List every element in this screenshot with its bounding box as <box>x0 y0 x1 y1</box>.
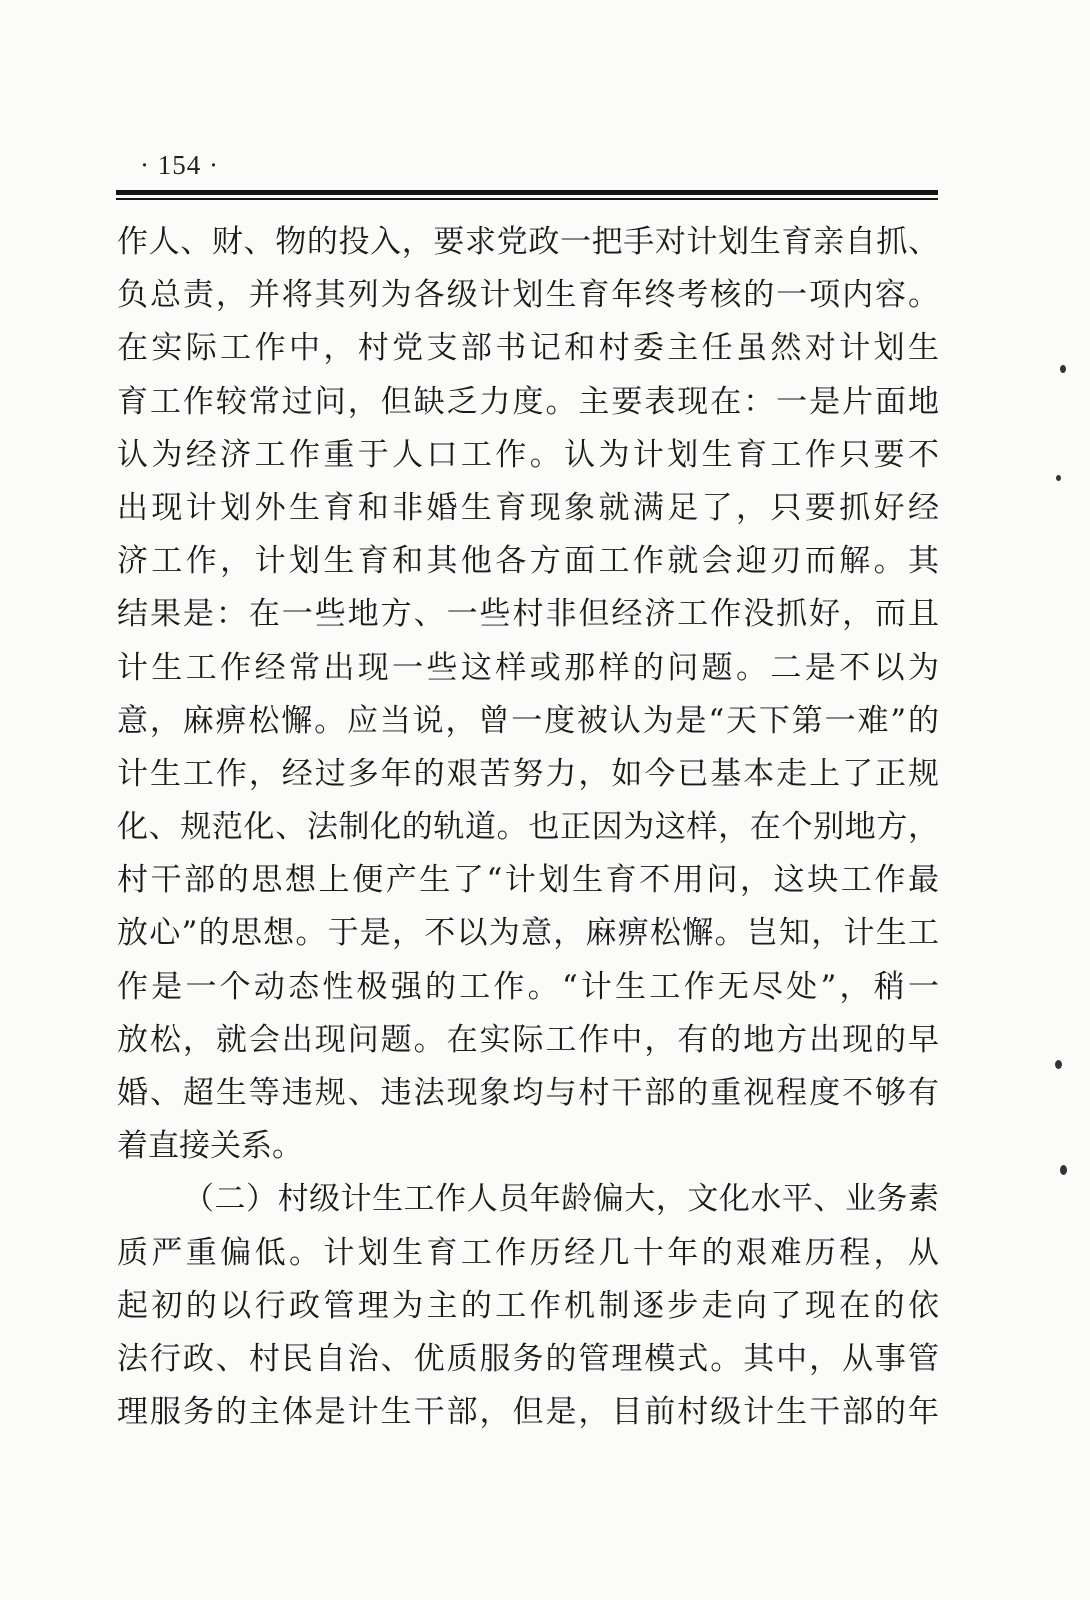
text-line: 计生工作经常出现一些这样或那样的问题。二是不以为 <box>117 649 939 686</box>
text-line: 婚、超生等违规、违法现象均与村干部的重视程度不够有 <box>117 1075 939 1111</box>
text-line: 结果是：在一些地方、一些村非但经济工作没抓好，而且 <box>117 596 939 633</box>
header-rule-thin <box>116 198 938 200</box>
scan-speck <box>1055 1060 1062 1069</box>
text-line: 济工作，计划生育和其他各方面工作就会迎刃而解。其 <box>117 543 939 580</box>
scan-speck <box>1060 1165 1067 1175</box>
header-rule-thick <box>116 190 938 195</box>
text-line: 育工作较常过问，但缺乏力度。主要表现在：一是片面地 <box>117 383 939 420</box>
scan-speck <box>1060 365 1066 373</box>
text-line: 出现计划外生育和非婚生育现象就满足了，只要抓好经 <box>117 489 939 526</box>
text-line: 放松，就会出现问题。在实际工作中，有的地方出现的早 <box>117 1021 939 1058</box>
text-line: 意，麻痹松懈。应当说，曾一度被认为是“天下第一难”的 <box>117 702 939 739</box>
text-line: 质严重偏低。计划生育工作历经几十年的艰难历程，从 <box>117 1234 939 1271</box>
text-line: 化、规范化、法制化的轨道。也正因为这样，在个别地方， <box>117 809 939 846</box>
text-line: 理服务的主体是计生干部，但是，目前村级计生干部的年 <box>117 1394 939 1431</box>
text-line: 起初的以行政管理为主的工作机制逐步走向了现在的依 <box>117 1287 939 1324</box>
text-line: 认为经济工作重于人口工作。认为计划生育工作只要不 <box>117 436 939 473</box>
text-line: 作人、财、物的投入，要求党政一把手对计划生育亲自抓、 <box>117 224 939 260</box>
text-line: 法行政、村民自治、优质服务的管理模式。其中，从事管 <box>117 1340 939 1377</box>
text-line: 放心”的思想。于是，不以为意，麻痹松懈。岂知，计生工 <box>117 915 939 952</box>
text-line: 在实际工作中，村党支部书记和村委主任虽然对计划生 <box>117 330 939 367</box>
page-header: · 154 · <box>140 150 219 180</box>
text-line: （二）村级计生工作人员年龄偏大，文化水平、业务素 <box>183 1181 939 1218</box>
text-line: 作是一个动态性极强的工作。“计生工作无尽处”，稍一 <box>117 968 939 1005</box>
scan-speck <box>1056 475 1061 481</box>
text-line: 负总责，并将其列为各级计划生育年终考核的一项内容。 <box>117 277 939 314</box>
text-line: 计生工作，经过多年的艰苦努力，如今已基本走上了正规 <box>117 755 939 792</box>
text-line: 着直接关系。 <box>117 1128 303 1165</box>
body-text <box>117 216 939 1439</box>
text-line: 村干部的思想上便产生了“计划生育不用问，这块工作最 <box>117 862 939 899</box>
